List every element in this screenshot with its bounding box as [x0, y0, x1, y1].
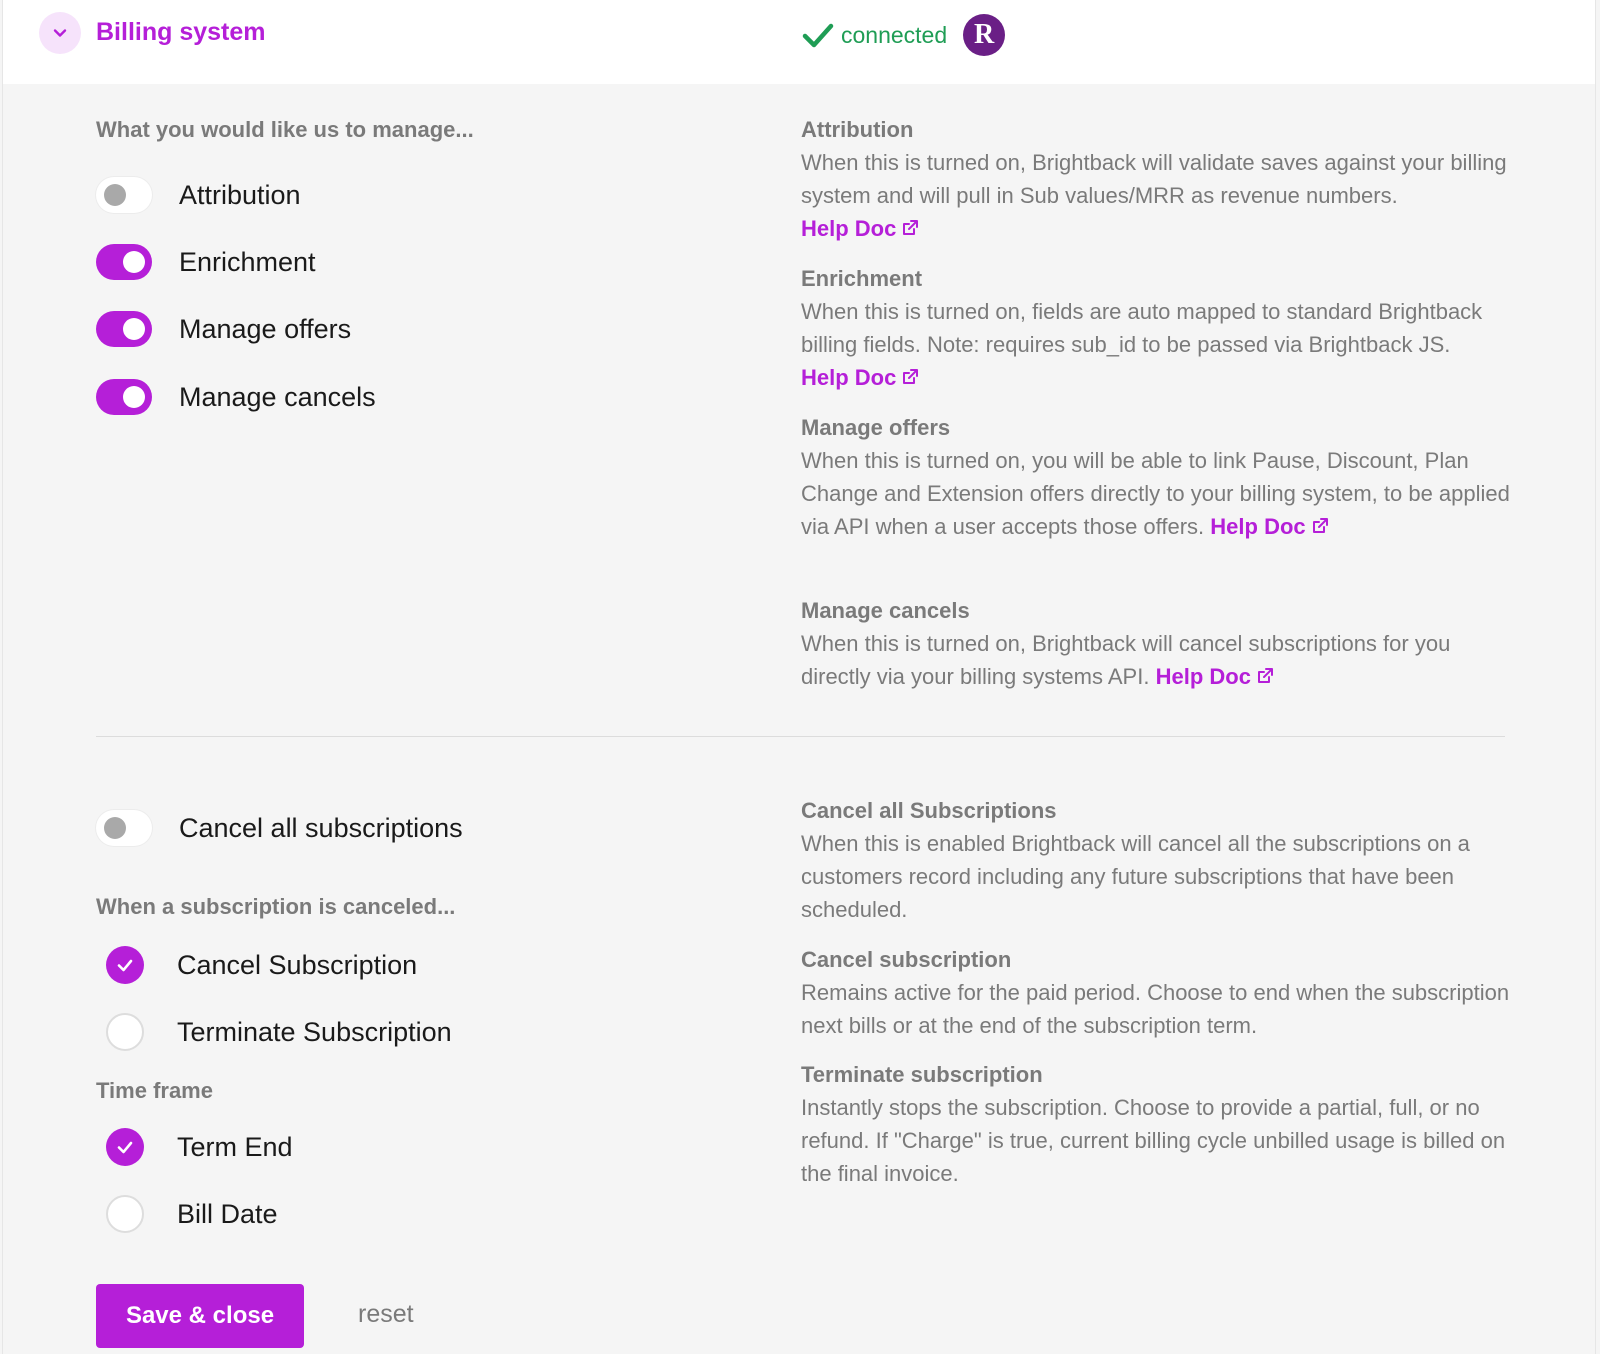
- toggle-knob: [104, 817, 126, 839]
- toggle-label: Manage cancels: [179, 381, 376, 412]
- desc-text: When this is turned on, Brightback will cancel subscriptions for you directly via your billing systems API.: [801, 631, 1451, 689]
- cancel-all-toggle[interactable]: [96, 810, 152, 846]
- toggle-label: Manage offers: [179, 313, 352, 344]
- desc-cancel-all: [801, 794, 1513, 926]
- radio-row-terminate-subscription[interactable]: [106, 1011, 452, 1053]
- desc-text: When this is turned on, fields are auto mapped to standard Brightback billing fields. Note: requires sub_id to be passed via Brightback JS.: [801, 299, 1483, 357]
- section-divider: [96, 736, 1505, 737]
- help-doc-link-enrichment[interactable]: [801, 365, 920, 390]
- desc-body: [801, 627, 1513, 693]
- toggle-label: Attribution: [179, 179, 301, 210]
- desc-body: When this is enabled Brightback will cancel all the subscriptions on a customers record including any future subscriptions that have been scheduled.: [801, 831, 1470, 922]
- collapse-button[interactable]: [39, 12, 81, 54]
- bill-date-radio[interactable]: [106, 1195, 144, 1233]
- external-link-icon: [900, 367, 920, 387]
- desc-text: When this is turned on, you will be able to link Pause, Discount, Plan Change and Extension offers directly to your billing system, to be applied via API when a user accepts those offers.: [801, 448, 1510, 539]
- help-doc-label: Help Doc: [1210, 514, 1306, 539]
- panel-header: [3, 0, 1595, 84]
- when-canceled-heading: When a subscription is canceled...: [96, 894, 456, 919]
- provider-logo-letter: R: [974, 19, 995, 50]
- desc-body: [801, 146, 1513, 245]
- help-doc-link-attribution[interactable]: [801, 216, 920, 241]
- help-doc-label: Help Doc: [801, 216, 897, 241]
- desc-cancel-subscription: [801, 943, 1513, 1042]
- manage-offers-toggle[interactable]: [96, 311, 152, 347]
- help-doc-label: Help Doc: [801, 365, 897, 390]
- desc-title: Cancel all Subscriptions: [801, 798, 1057, 823]
- toggle-row-cancel-all[interactable]: [96, 807, 463, 849]
- chevron-down-icon: [50, 23, 70, 43]
- radio-row-term-end[interactable]: [106, 1126, 293, 1168]
- attribution-toggle[interactable]: [96, 177, 152, 213]
- toggle-label: Enrichment: [179, 246, 316, 277]
- toggle-row-enrichment[interactable]: [96, 241, 316, 283]
- provider-logo: [963, 14, 1005, 56]
- toggle-knob: [123, 251, 145, 273]
- desc-body: Remains active for the paid period. Choose to end when the subscription next bills or at the end of the subscription term.: [801, 980, 1510, 1038]
- desc-attribution: [801, 113, 1513, 245]
- toggle-knob: [123, 386, 145, 408]
- reset-link[interactable]: reset: [358, 1300, 414, 1328]
- toggle-row-attribution[interactable]: [96, 174, 301, 216]
- section-title: Billing system: [96, 18, 266, 46]
- desc-title: Enrichment: [801, 266, 923, 291]
- term-end-radio[interactable]: [106, 1128, 144, 1166]
- status-text: connected: [841, 21, 948, 48]
- radio-label: Term End: [177, 1131, 293, 1162]
- radio-label: Cancel Subscription: [177, 949, 418, 980]
- radio-label: Bill Date: [177, 1198, 278, 1229]
- desc-manage-cancels: [801, 594, 1513, 693]
- external-link-icon: [900, 218, 920, 238]
- desc-enrichment: [801, 262, 1513, 394]
- desc-title: Terminate subscription: [801, 1062, 1043, 1087]
- check-icon: [801, 18, 835, 52]
- desc-body: Instantly stops the subscription. Choose to provide a partial, full, or no refund. If "Charge" is true, current billing cycle unbilled usage is billed on the final invoice.: [801, 1095, 1506, 1186]
- help-doc-label: Help Doc: [1155, 664, 1251, 689]
- toggle-label: Cancel all subscriptions: [179, 812, 463, 843]
- time-frame-heading: Time frame: [96, 1078, 213, 1103]
- desc-title: Manage cancels: [801, 598, 970, 623]
- desc-title: Manage offers: [801, 415, 951, 440]
- check-icon: [115, 1137, 135, 1157]
- radio-row-bill-date[interactable]: [106, 1193, 278, 1235]
- desc-title: Attribution: [801, 117, 914, 142]
- external-link-icon: [1310, 516, 1330, 536]
- manage-heading: What you would like us to manage...: [96, 117, 474, 142]
- check-icon: [115, 955, 135, 975]
- save-close-button[interactable]: Save & close: [96, 1284, 304, 1348]
- desc-title: Cancel subscription: [801, 947, 1012, 972]
- billing-system-panel: [2, 0, 1596, 1354]
- cancel-subscription-radio[interactable]: [106, 946, 144, 984]
- help-doc-link-manage-offers[interactable]: [1210, 514, 1329, 539]
- desc-terminate-subscription: [801, 1058, 1513, 1190]
- help-doc-link-manage-cancels[interactable]: [1156, 664, 1275, 689]
- radio-label: Terminate Subscription: [177, 1016, 452, 1047]
- desc-body: [801, 295, 1513, 394]
- connection-status: [801, 14, 1005, 56]
- toggle-row-manage-offers[interactable]: [96, 308, 351, 350]
- toggle-knob: [123, 318, 145, 340]
- manage-cancels-toggle[interactable]: [96, 379, 152, 415]
- enrichment-toggle[interactable]: [96, 244, 152, 280]
- desc-body: [801, 444, 1513, 543]
- radio-row-cancel-subscription[interactable]: [106, 944, 417, 986]
- toggle-row-manage-cancels[interactable]: [96, 376, 376, 418]
- desc-text: When this is turned on, Brightback will validate saves against your billing system and will pull in Sub values/MRR as revenue numbers.: [801, 150, 1507, 208]
- toggle-knob: [104, 184, 126, 206]
- external-link-icon: [1255, 666, 1275, 686]
- terminate-subscription-radio[interactable]: [106, 1013, 144, 1051]
- desc-manage-offers: [801, 411, 1513, 543]
